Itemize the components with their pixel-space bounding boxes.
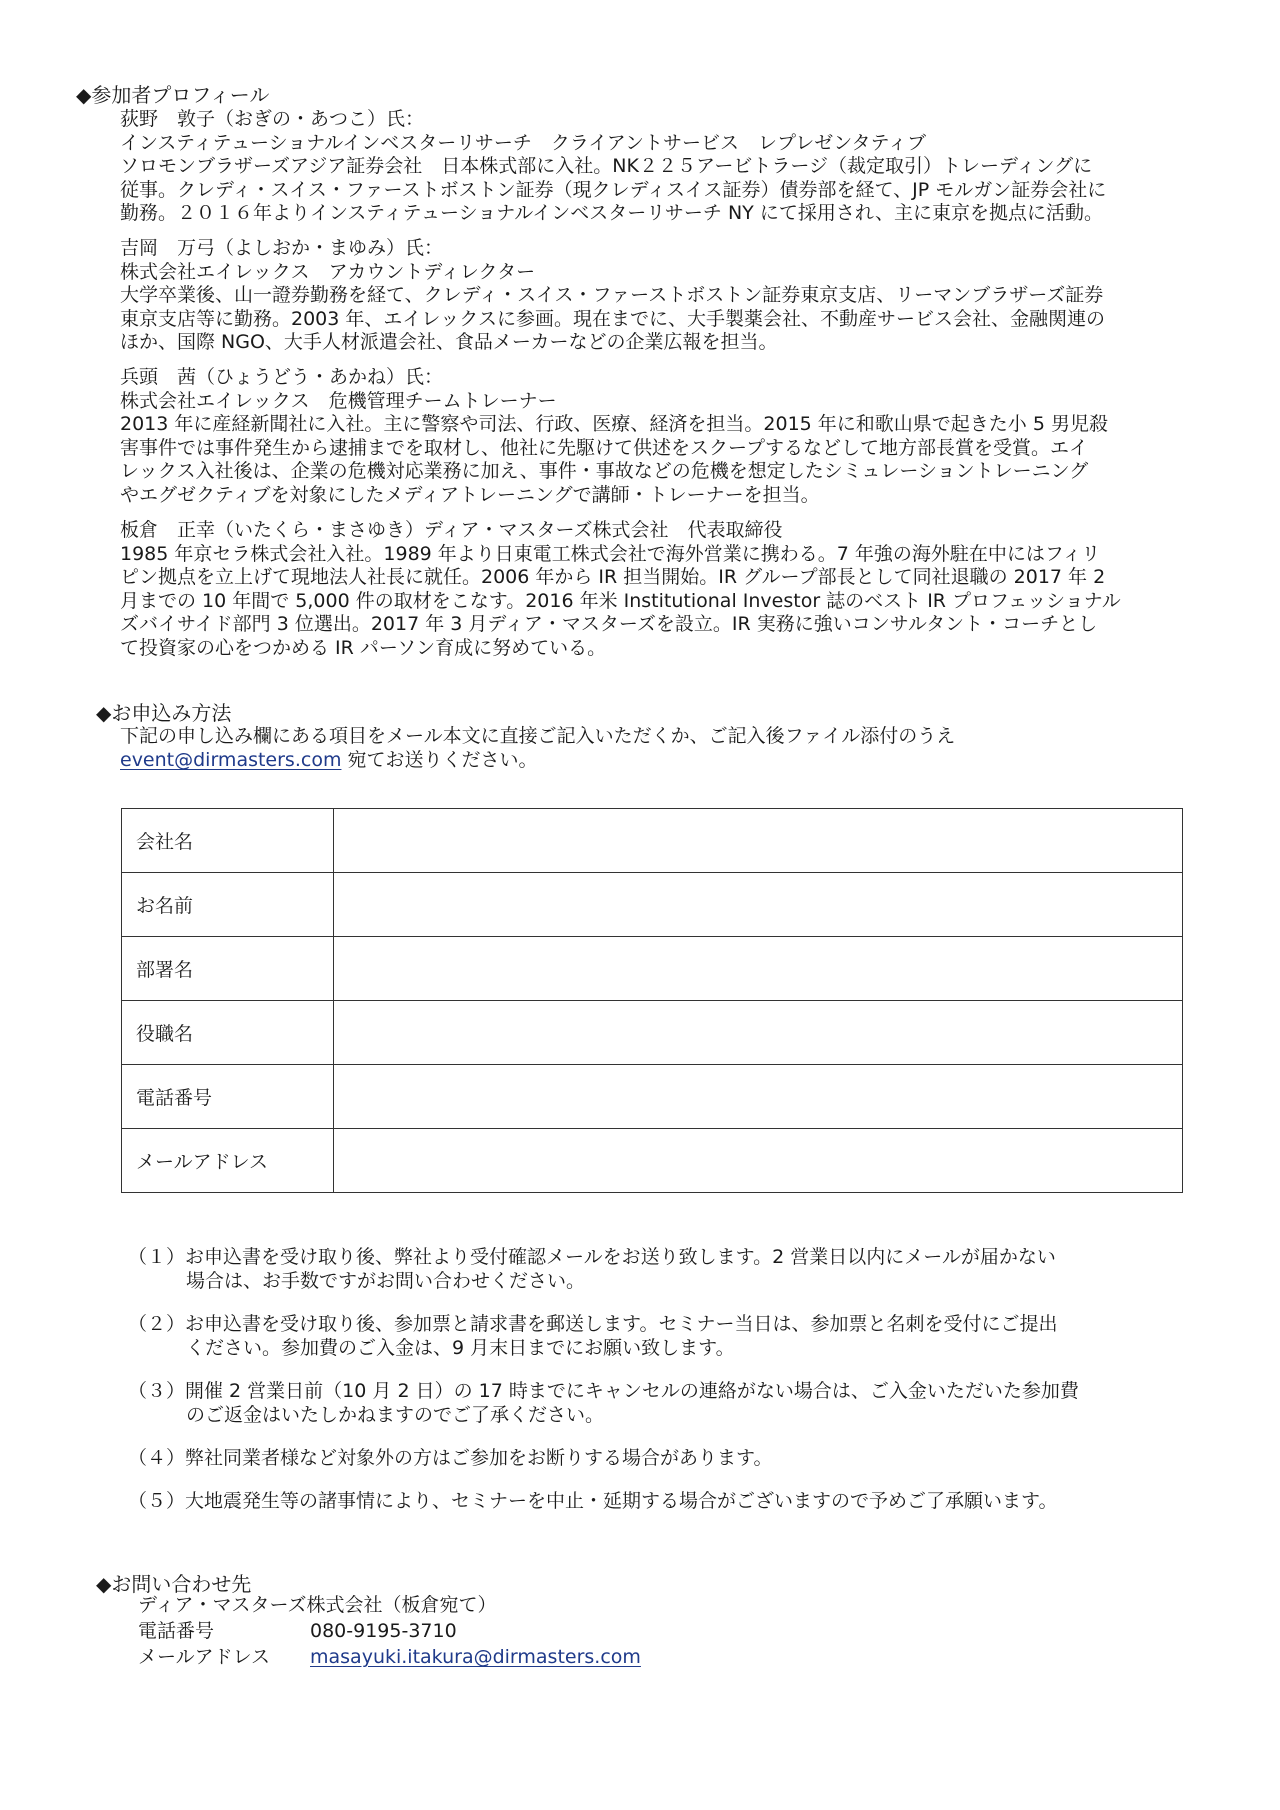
contact-company: ディア・マスターズ株式会社（板倉宛て） — [138, 1594, 497, 1616]
note-item — [128, 1312, 1058, 1360]
profile-hyodo — [120, 366, 1108, 507]
form-row-name — [122, 873, 1183, 937]
form-label-company: 会社名 — [122, 809, 334, 873]
note-number: （１） — [128, 1246, 186, 1268]
form-label-name: お名前 — [122, 873, 334, 937]
profile-bio-line: 1985 年京セラ株式会社入社。1989 年より日東電工株式会社で海外営業に携わる。7 年強の海外駐在中にはフィリ — [120, 542, 1101, 565]
form-label-email: メールアドレス — [122, 1129, 334, 1193]
apply-instructions: 下記の申し込み欄にある項目をメール本文に直接ご記入いただくか、ご記入後ファイル添付のうえ — [120, 725, 956, 747]
contact-phone: 080-9195-3710 — [310, 1620, 457, 1642]
note-text-continued: ください。参加費のご入金は、9 月末日までにお願い致します。 — [186, 1337, 735, 1359]
form-field-position[interactable] — [334, 1001, 1183, 1065]
profile-bio-line: 大学卒業後、山一證券勤務を経て、クレディ・スイス・ファーストボストン証券東京支店、リーマンブラザーズ証券 — [120, 284, 1104, 306]
profile-bio-line: 勤務。２０１６年よりインスティテューショナルインベスターリサーチ NY にて採用され、主に東京を拠点に活動。 — [120, 202, 1103, 224]
note-text-continued: のご返金はいたしかねますのでご了承ください。 — [186, 1404, 605, 1426]
form-field-department[interactable] — [334, 937, 1183, 1001]
contact-heading: ◆お問い合わせ先 — [96, 1572, 252, 1596]
note-item — [128, 1379, 1079, 1427]
form-field-company[interactable] — [334, 809, 1183, 873]
profile-name: 荻野 敦子（おぎの・あつこ）氏： — [120, 108, 425, 130]
form-row-phone — [122, 1065, 1183, 1129]
profile-bio-line: て投資家の心をつかめる IR パーソン育成に努めている。 — [120, 636, 607, 659]
profile-bio-line: ソロモンブラザーズアジア証券会社 日本株式部に入社。NK２２５アービトラージ（裁定取引）トレーディングに — [120, 155, 1093, 177]
note-number: （４） — [128, 1447, 186, 1469]
profile-bio-line: レックス入社後は、企業の危機対応業務に加え、事件・事故などの危機を想定したシミュレーショントレーニング — [120, 460, 1089, 482]
note-text: お申込書を受け取り後、参加票と請求書を郵送します。セミナー当日は、参加票と名刺を受付にご提出 — [185, 1313, 1058, 1335]
form-row-company — [122, 809, 1183, 873]
form-field-name[interactable] — [334, 873, 1183, 937]
apply-instructions-line2 — [120, 745, 538, 772]
form-label-position: 役職名 — [122, 1001, 334, 1065]
note-number: （３） — [128, 1380, 186, 1402]
note-number: （２） — [128, 1313, 186, 1335]
profile-ogino — [120, 108, 1106, 226]
form-row-position — [122, 1001, 1183, 1065]
profile-bio-line: ほか、国際 NGO、大手人材派遣会社、食品メーカーなどの企業広報を担当。 — [120, 331, 778, 353]
profile-name: 吉岡 万弓（よしおか・まゆみ）氏： — [120, 237, 444, 259]
form-row-email — [122, 1129, 1183, 1193]
contact-email-label: メールアドレス — [138, 1646, 271, 1668]
form-label-phone: 電話番号 — [122, 1065, 334, 1129]
form-field-email[interactable] — [334, 1129, 1183, 1193]
note-text: 開催 2 営業日前（10 月 2 日）の 17 時までにキャンセルの連絡がない場合は、ご入金いただいた参加費 — [185, 1380, 1079, 1402]
profile-bio-line: ピン拠点を立上げて現地法人社長に就任。2006 年から IR 担当開始。IR グループ部長として同社退職の 2017 年 2 — [120, 566, 1106, 588]
profile-bio-line: やエグゼクティブを対象にしたメディアトレーニングで講師・トレーナーを担当。 — [120, 483, 820, 506]
note-text-continued: 場合は、お手数ですがお問い合わせください。 — [186, 1270, 586, 1292]
apply-instructions-suffix: 宛てお送りください。 — [341, 749, 538, 771]
apply-email-link[interactable]: event@dirmasters.com — [120, 749, 342, 771]
profile-yoshioka — [120, 237, 1105, 355]
profile-title: インスティテューショナルインベスターリサーチ クライアントサービス レプレゼンタティブ — [120, 131, 926, 154]
note-text: お申込書を受け取り後、弊社より受付確認メールをお送り致します。2 営業日以内にメールが届かない — [185, 1246, 1056, 1268]
note-number: （５） — [128, 1490, 186, 1512]
note-text: 弊社同業者様など対象外の方はご参加をお断りする場合があります。 — [185, 1447, 773, 1469]
profile-bio-line: ズバイサイド部門 3 位選出。2017 年 3 月ディア・マスターズを設立。IR 実務に強いコンサルタント・コーチとし — [120, 613, 1098, 635]
contact-phone-label: 電話番号 — [138, 1620, 215, 1642]
profile-title: 株式会社エイレックス アカウントディレクター — [120, 260, 536, 283]
form-row-department — [122, 937, 1183, 1001]
form-label-department: 部署名 — [122, 937, 334, 1001]
profile-name: 板倉 正幸（いたくら・まさゆき）ディア・マスターズ株式会社 代表取締役 — [120, 519, 783, 541]
application-form-table — [121, 808, 1183, 1193]
profile-title: 株式会社エイレックス 危機管理チームトレーナー — [120, 389, 557, 412]
profile-bio-line: 2013 年に産経新聞社に入社。主に警察や司法、行政、医療、経済を担当。2015 年に和歌山県で起きた小 5 男児殺 — [120, 413, 1108, 435]
form-field-phone[interactable] — [334, 1065, 1183, 1129]
note-item — [128, 1446, 773, 1470]
profiles-heading: ◆参加者プロフィール — [76, 83, 270, 107]
profile-name: 兵頭 茜（ひょうどう・あかね）氏： — [120, 366, 444, 388]
note-text: 大地震発生等の諸事情により、セミナーを中止・延期する場合がございますので予めご了承願います。 — [185, 1490, 1058, 1512]
profile-itakura — [120, 519, 1121, 660]
profile-bio-line: 従事。クレディ・スイス・ファーストボストン証券（現クレディスイス証券）債券部を経て、JP モルガン証券会社に — [120, 178, 1107, 201]
note-item — [128, 1489, 1058, 1513]
profile-bio-line: 月までの 10 年間で 5,000 件の取材をこなす。2016 年米 Institutional Investor 誌のベスト IR プロフェッショナル — [120, 589, 1121, 612]
profile-bio-line: 害事件では事件発生から逮捕までを取材し、他社に先駆けて供述をスクープするなどして地方部長賞を受賞。エイ — [120, 436, 1089, 459]
contact-email-link[interactable]: masayuki.itakura@dirmasters.com — [310, 1646, 641, 1668]
profile-bio-line: 東京支店等に勤務。2003 年、エイレックスに参画。現在までに、大手製薬会社、不動産サービス会社、金融関連の — [120, 307, 1106, 330]
note-item — [128, 1245, 1056, 1293]
apply-heading: ◆お申込み方法 — [96, 701, 232, 725]
